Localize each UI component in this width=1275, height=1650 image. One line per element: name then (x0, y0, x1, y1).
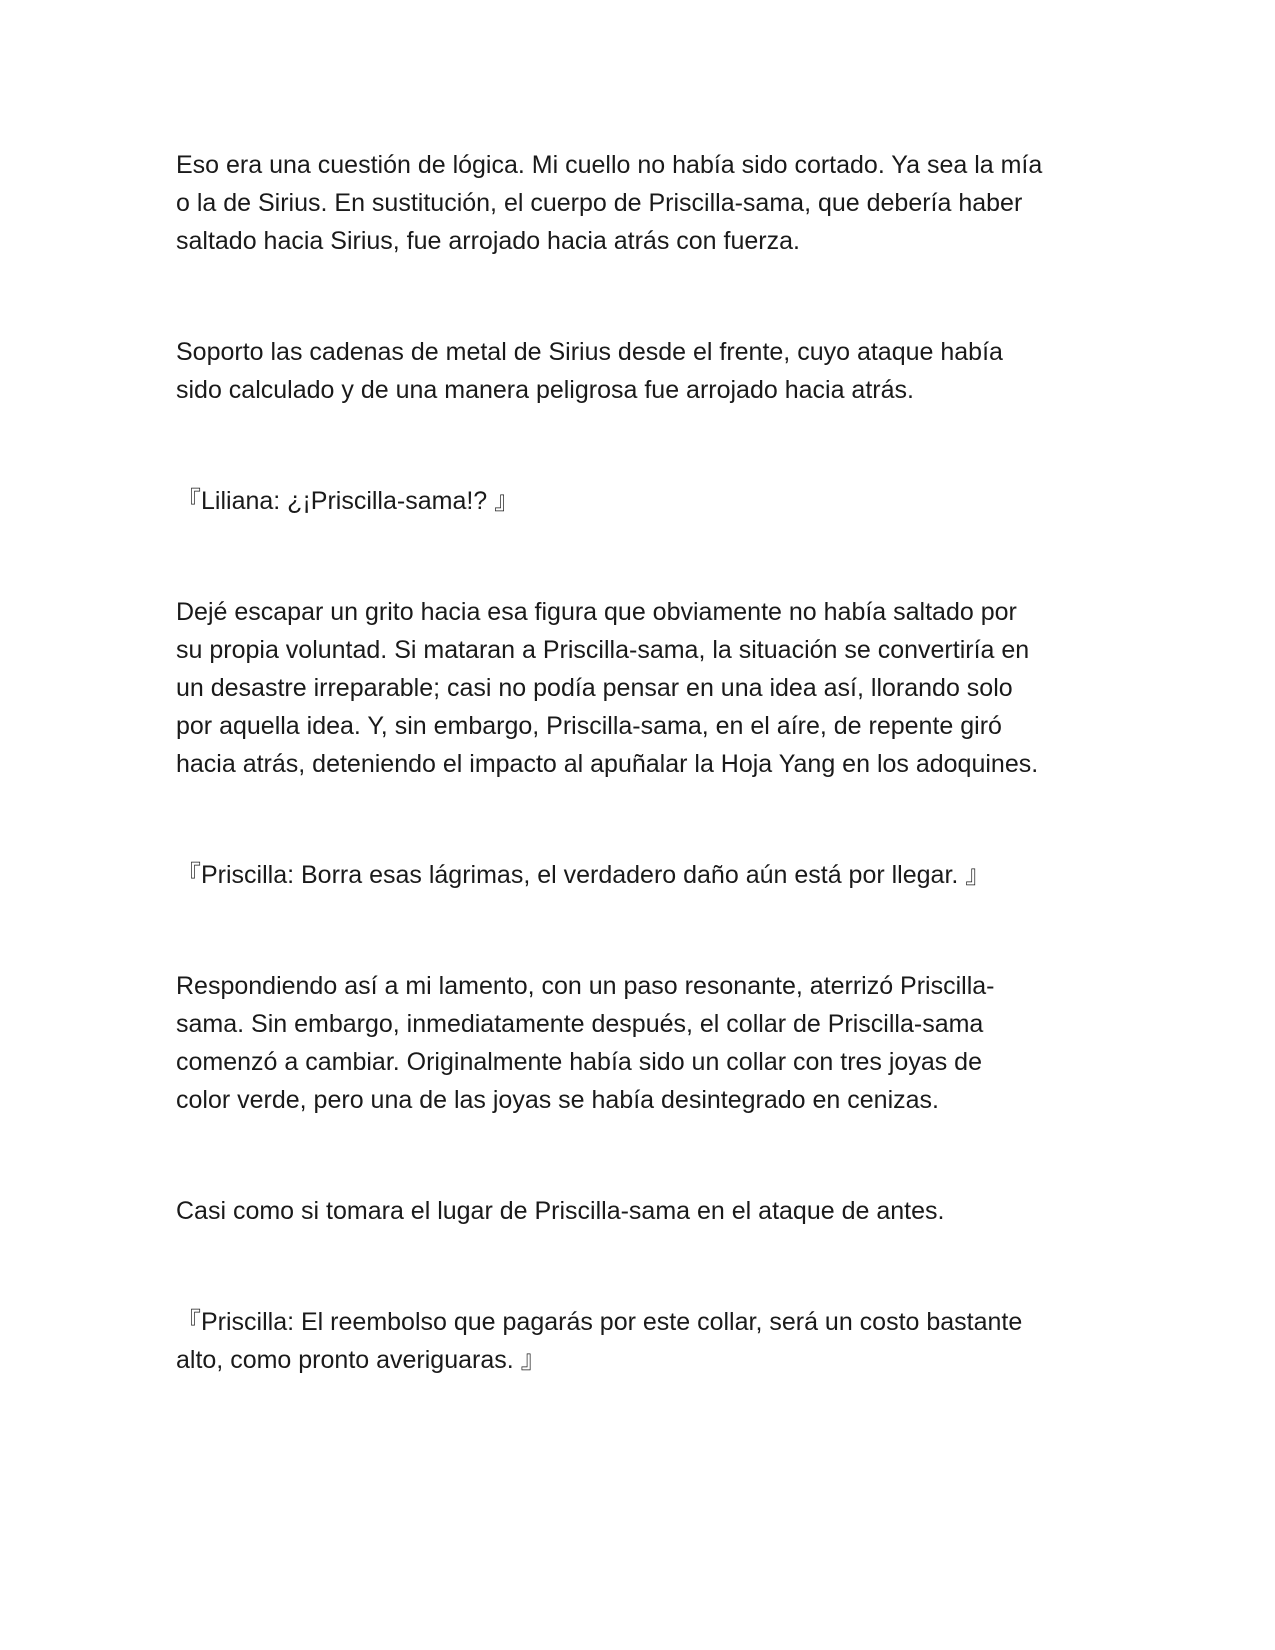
paragraph-logic: Eso era una cuestión de lógica. Mi cuello no había sido cortado. Ya sea la mía o la de Sirius. En sustitución, el cuerpo de Priscilla-sama, que debería haber saltado hacia Sirius, fue arrojado hacia atrás con fuerza. (176, 151, 1043, 255)
paragraph-necklace: Respondiendo así a mi lamento, con un paso resonante, aterrizó Priscilla- sama. Sin embargo, inmediatamente después, el collar de Priscilla-sama comenzó a cambiar. Originalmente había sido un collar con tres joyas de color verde, pero una de las joyas se había desintegrado en cenizas. (176, 972, 995, 1114)
paragraph-scream: Dejé escapar un grito hacia esa figura que obviamente no había saltado por su propia voluntad. Si mataran a Priscilla-sama, la situación se convertiría en un desastre irreparable; casi no podía pensar en una idea así, llorando solo por aquella idea. Y, sin embargo, Priscilla-sama, en el aíre, de repente giró hacia atrás, deteniendo el impacto al apuñalar la Hoja Yang en los adoquines. (176, 598, 1039, 778)
dialogue-priscilla-tears: 『Priscilla: Borra esas lágrimas, el verdadero daño aún está por llegar. 』 (176, 861, 991, 889)
dialogue-priscilla-refund: 『Priscilla: El reembolso que pagarás por este collar, será un costo bastante alto, como pronto averiguaras. 』 (176, 1308, 1023, 1374)
paragraph-spacer (176, 783, 1096, 856)
dialogue-liliana: 『Liliana: ¿¡Priscilla-sama!? 』 (176, 487, 520, 515)
paragraph-chains: Soporto las cadenas de metal de Sirius desde el frente, cuyo ataque había sido calculado y de una manera peligrosa fue arrojado hacia atrás. (176, 338, 1003, 404)
paragraph-spacer (176, 409, 1096, 482)
paragraph-spacer (176, 894, 1096, 967)
document-body (176, 146, 1096, 1379)
paragraph-spacer (176, 1119, 1096, 1192)
paragraph-place: Casi como si tomara el lugar de Priscilla-sama en el ataque de antes. (176, 1197, 945, 1225)
paragraph-spacer (176, 1230, 1096, 1303)
paragraph-spacer (176, 520, 1096, 593)
paragraph-spacer (176, 260, 1096, 333)
